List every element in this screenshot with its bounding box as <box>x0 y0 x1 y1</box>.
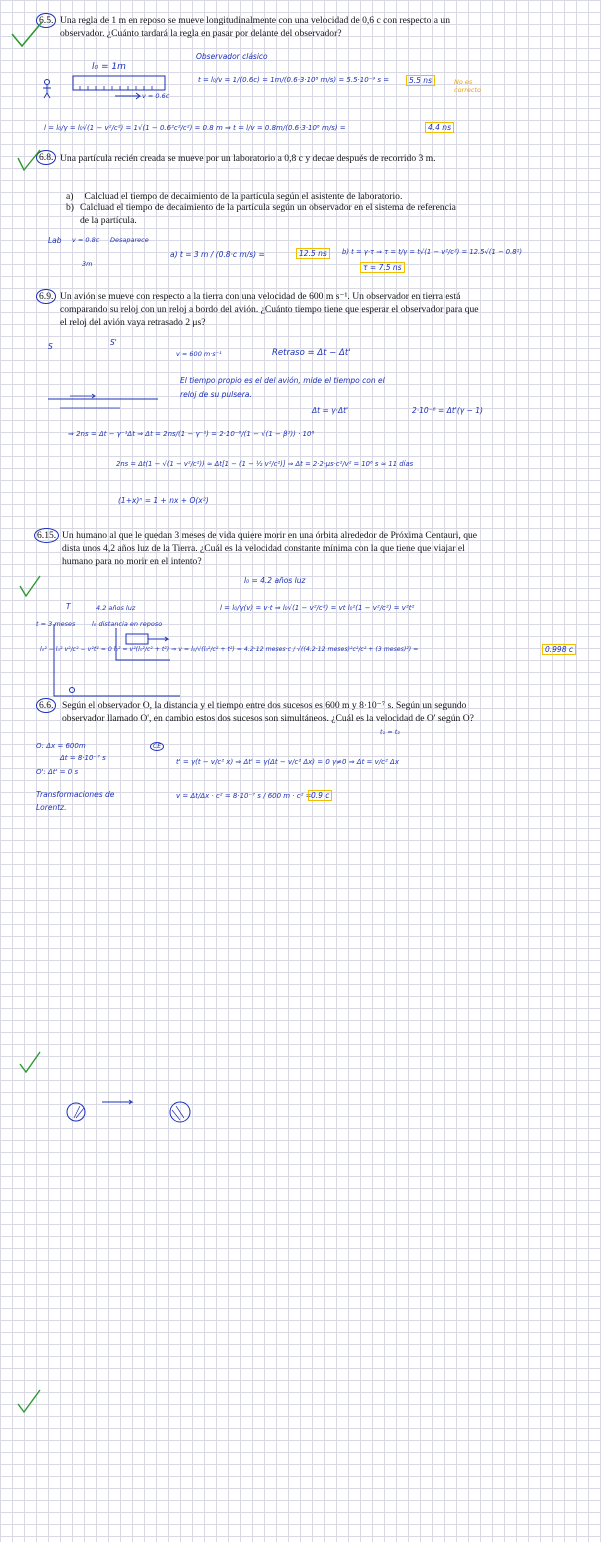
problem-6-5 <box>0 0 601 150</box>
answer-b: τ = 7.5 ns <box>360 262 405 273</box>
sub-item-text: Calcluad el tiempo de decaimiento de la partícula según el asistente de laboratorio. <box>84 191 403 202</box>
answer-a: 12.5 ns <box>296 248 330 259</box>
problem-statement: Un avión se mueve con respecto a la tierra con una velocidad de 600 m s⁻¹. Un observador en tierra está comparando su reloj con un reloj a bordo del avión. ¿Cuánto tiempo tiene que esperar el observador para que el reloj del avión vaya retrasado 2 μs? <box>60 291 479 328</box>
velocity-label: v = 0.8c <box>72 236 100 244</box>
velocity-answer: 0.9 c <box>308 790 332 801</box>
observer-o-prime: O': Δt' = 0 s <box>36 768 79 776</box>
decay-label: Desaparece <box>110 236 149 244</box>
earth-label: T <box>66 602 71 611</box>
ce-badge: CE <box>150 742 164 751</box>
time-label: t = 3 meses <box>36 620 76 628</box>
answer-b-eq: b) t = γ·τ ⇒ τ = t/γ = t√(1 − v²/c²) = 12.5√(1 − 0.8²) <box>342 248 522 256</box>
simultaneous-note: t₁ = t₂ <box>380 728 400 736</box>
problem-number: 6.8. <box>36 150 56 165</box>
l0-value: l₀ = 4.2 años luz <box>244 576 306 585</box>
velocity-answer: 0.998 c <box>542 644 576 655</box>
delay-eq: Retraso = Δt − Δt' <box>272 348 351 358</box>
classic-time: t = l₀/v = 1/(0.6c) = 1m/(0.6·3·10⁸ m/s) = 5.5·10⁻⁹ s = <box>198 76 390 84</box>
velocity-eq-1: l = l₀/γ(v) = v·t ⇒ l₀√(1 − v²/c²) = vt l₀²(1 − v²/c²) = v²t² <box>220 604 415 612</box>
problem-number: 6.15. <box>34 528 59 543</box>
sub-item-text: Calcluad el tiempo de decaimiento de la partícula según un observador en el sistema de referencia de la partícula. <box>80 202 456 226</box>
problem-number: 6.9. <box>36 289 56 304</box>
classic-answer: 5.5 ns <box>406 75 435 86</box>
problem-statement: Una partícula recién creada se mueve por un laboratorio a 0,8 c y decae después de recorrido 3 m. <box>60 153 436 164</box>
derivation-line-1: ⇒ 2ns = Δt − γ⁻¹Δt ⇒ Δt = 2ns/(1 − γ⁻¹) = 2·10⁻⁶/(1 − √(1 − β²)) · 10⁶ <box>68 430 315 438</box>
observer-label: Observador clásico <box>196 52 268 61</box>
taylor-expansion: (1+x)ⁿ = 1 + nx + O(x²) <box>118 496 209 505</box>
proper-time-note-1: El tiempo propio es el del avión, mide el tiempo con el <box>180 376 385 385</box>
velocity-eq-2: l₀² − l₀² v²/c² − v²t² = 0 l₀² = v²(l₀²/c² + t²) ⇒ v = l₀/√(l₀²/c² + t²) = 4.2·12 meses·c / √((4.2·12 meses)²c²/c² + (3 meses)²) = <box>40 646 419 653</box>
problem-number: 6.6. <box>36 698 56 713</box>
lorentz-note: Transformaciones de Lorentz. <box>36 790 115 812</box>
problem-6-15 <box>0 524 601 694</box>
velocity-label: v = 600 m·s⁻¹ <box>176 350 222 358</box>
observer-o-dt: Δt = 8·10⁻⁷ s <box>60 754 106 762</box>
contraction-eq: l = l₀/γ = l₀√(1 − v²/c²) = 1√(1 − 0.6²c²/c²) = 0.8 m ⇒ t = l/v = 0.8m/(0.6·3·10⁸ m/s) = <box>44 124 346 132</box>
sub-item-label: b) <box>66 202 74 213</box>
problem-statement: Un humano al que le quedan 3 meses de vida quiere morir en una órbita alrededor de Próxima Centauri, que dista unos 4,2 años luz de la Tierra. ¿Cuál es la velocidad constante mínima con la que tiene que viajar el humano para no morir en el intento? <box>62 530 478 567</box>
derivation-line-2: 2ns = Δt(1 − √(1 − v²/c²)) ≈ Δt[1 − (1 − ½ v²/c²)] ⇒ Δt = 2·2·μs·c²/v² = 10⁶ s ≈ 11 días <box>116 460 414 468</box>
problem-6-6 <box>0 694 601 844</box>
answer-a-eq: a) t = 3 m / (0.8·c m/s) = <box>170 250 265 259</box>
rest-distance-note: l₀ distancia en reposo <box>92 620 163 628</box>
problem-6-9 <box>0 284 601 520</box>
frame-s-label: S <box>48 342 53 351</box>
velocity-eq: v = Δt/Δx · c² = 8·10⁻⁷ s / 600 m · c² = <box>176 792 312 800</box>
sub-item-label: a) <box>66 191 74 202</box>
problem-number: 6.5. <box>36 13 56 28</box>
relativistic-answer: 4.4 ns <box>425 122 454 133</box>
velocity-label: v = 0.6c <box>142 92 170 100</box>
dilation-eq: Δt = γ·Δt' <box>312 406 349 415</box>
delay-relation-eq: 2·10⁻⁶ = Δt'(γ − 1) <box>412 406 483 415</box>
proper-time-note-2: reloj de su pulsera. <box>180 390 252 399</box>
frame-s-prime-label: S' <box>110 338 117 347</box>
distance-label: 3m <box>82 260 93 268</box>
not-correct-note: No es correcto <box>454 78 481 94</box>
lab-label: Lab <box>48 236 62 245</box>
observer-o-dx: O: Δx = 600m <box>36 742 86 750</box>
problem-6-8 <box>0 148 601 283</box>
lorentz-eq: t' = γ(t − v/c² x) ⇒ Δt' = γ(Δt − v/c² Δx) = 0 γ≠0 ⇒ Δt = v/c² Δx <box>176 758 399 766</box>
distance-label: 4.2 años luz <box>96 604 136 612</box>
problem-statement: Según el observador O, la distancia y el tiempo entre dos sucesos es 600 m y 8·10⁻⁷ s. Según un segundo observador llamado O', en cambio estos dos sucesos son simultáneos. ¿Cuál es la velocidad de O' según O? <box>62 700 474 724</box>
checkmark-icon <box>0 694 601 1542</box>
problem-statement: Una regla de 1 m en reposo se mueve longitudinalmente con una velocidad de 0,6 c con respecto a un observador. ¿Cuánto tardará la regla en pasar por delante del observador? <box>60 15 451 39</box>
l0-label: l₀ = 1m <box>92 62 126 72</box>
